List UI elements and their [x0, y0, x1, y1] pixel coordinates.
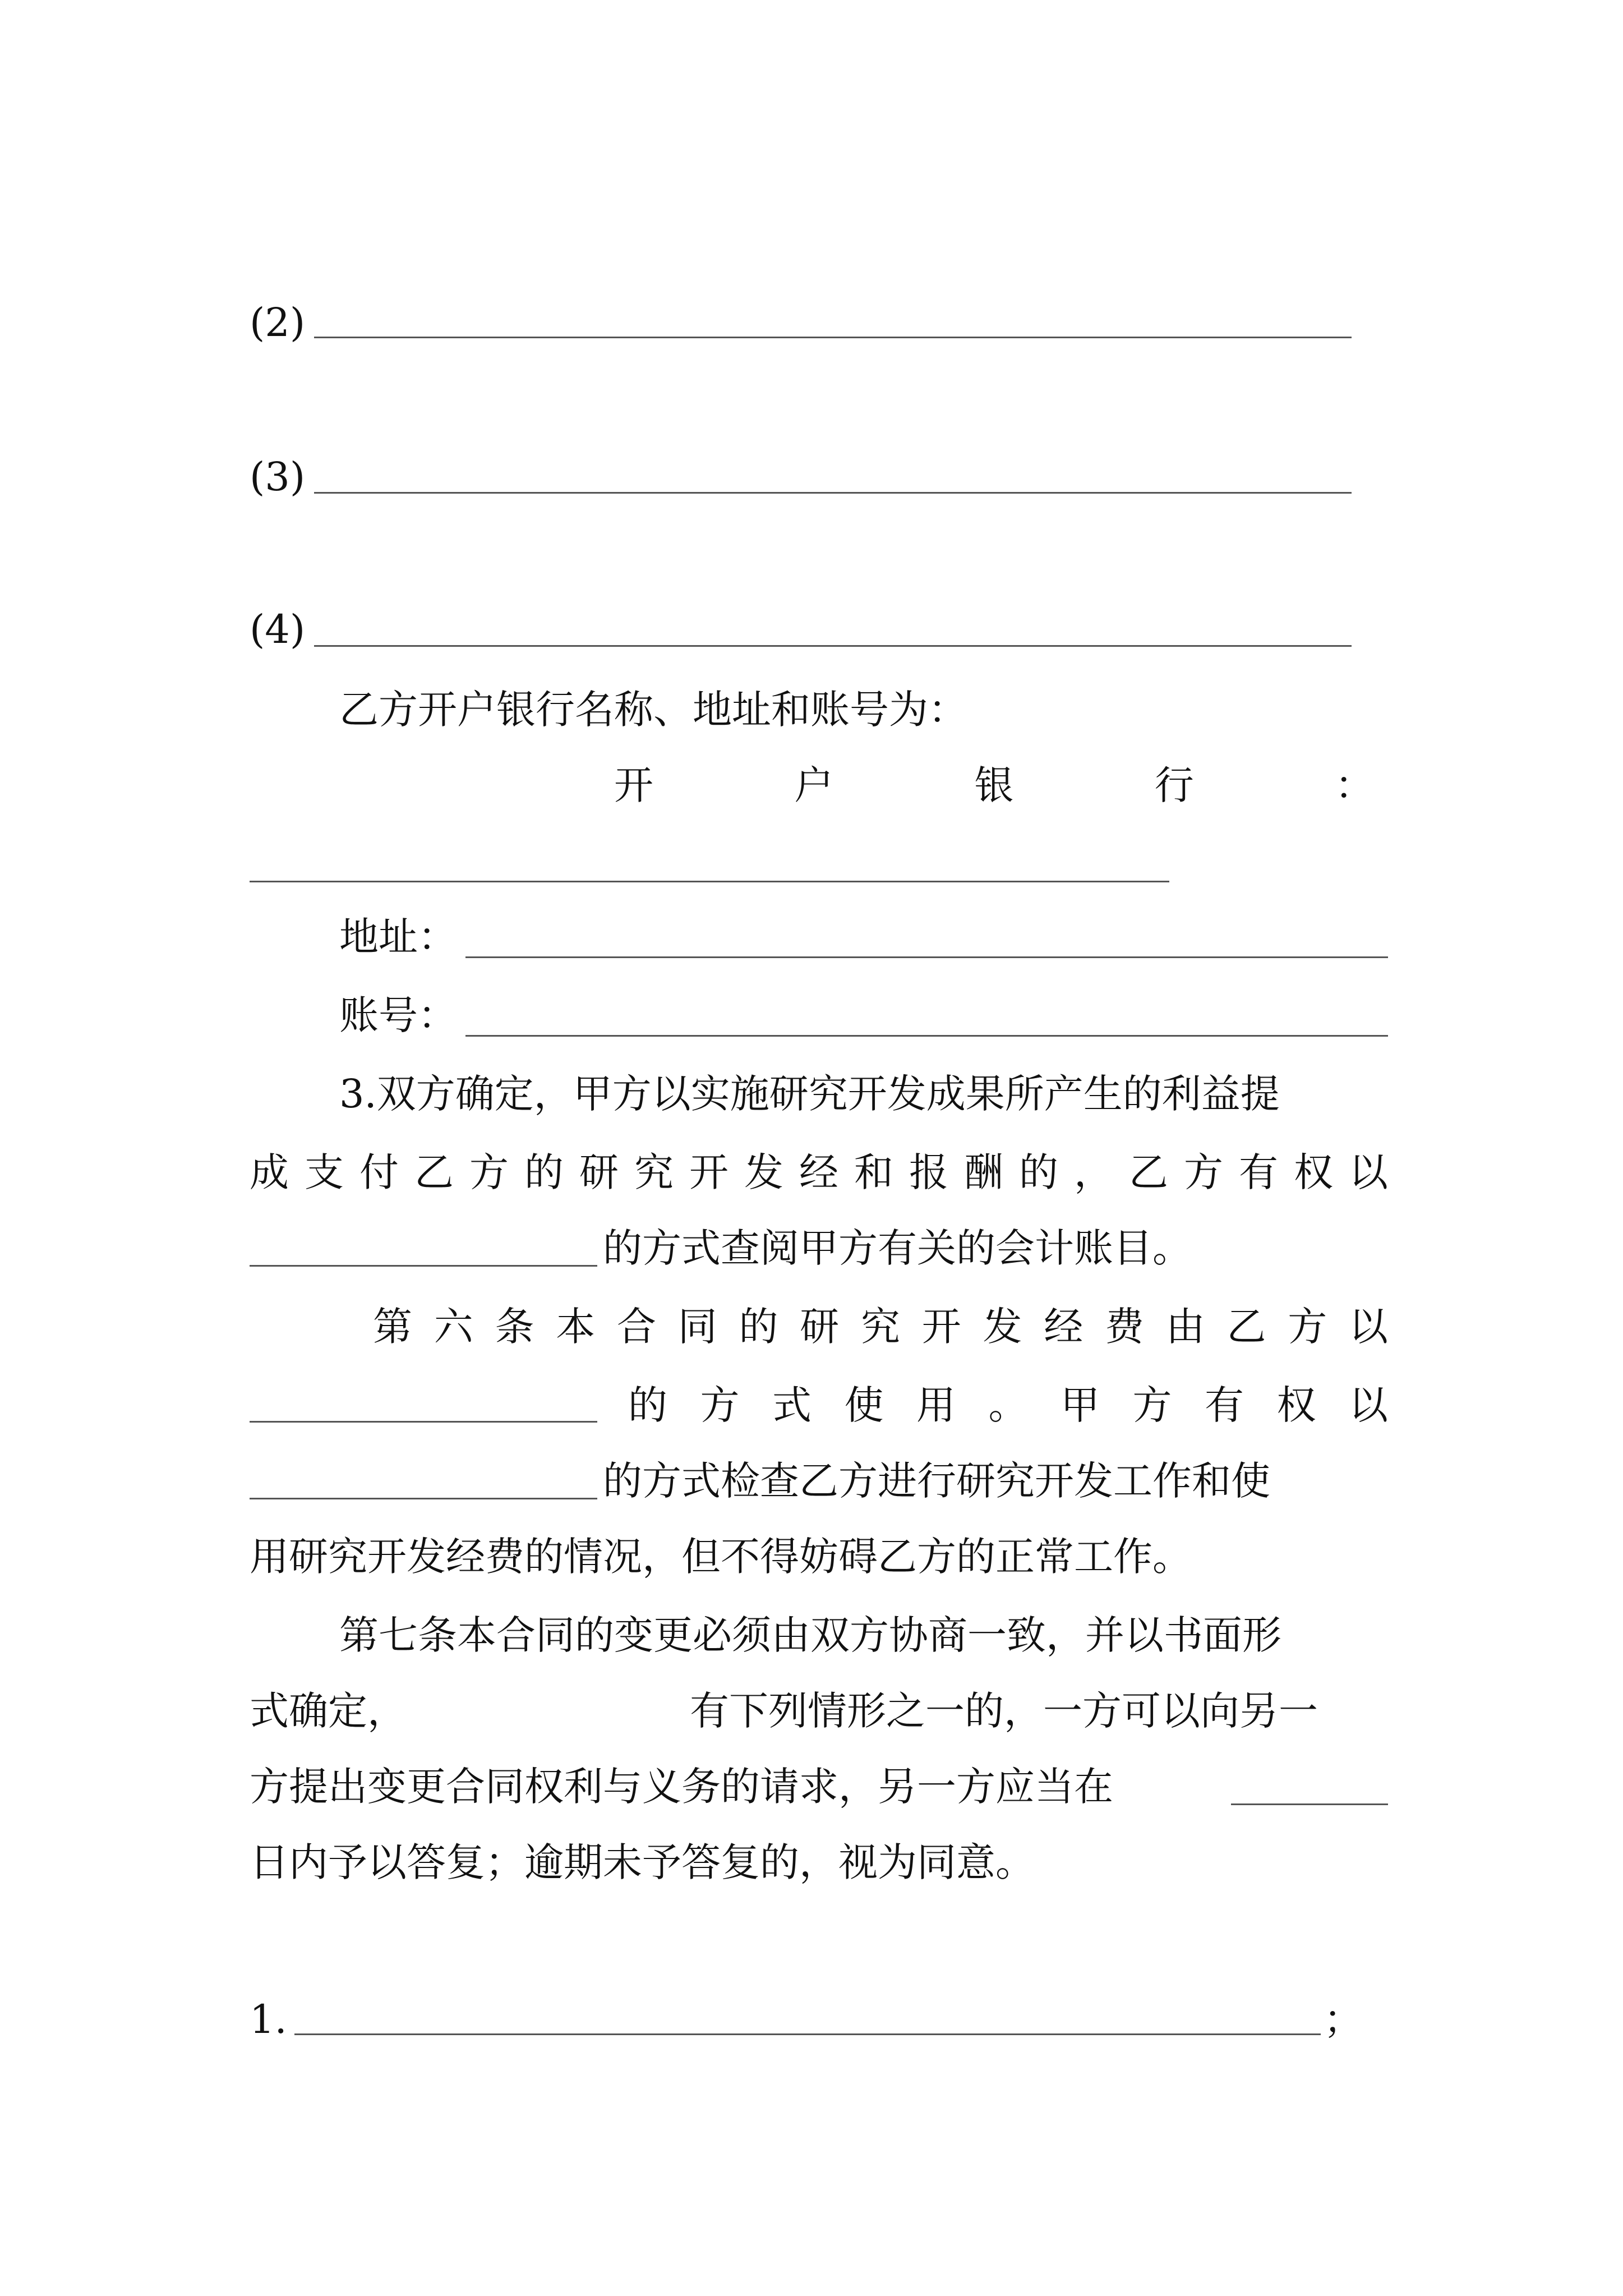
bank-name-char: 行 — [1154, 762, 1194, 808]
bank-intro-text: 乙方开户银行名称、地址和账号为： — [339, 687, 967, 733]
final-item-blank[interactable] — [294, 2033, 1321, 2035]
char: 方 — [1132, 1382, 1172, 1428]
char: 式 — [772, 1382, 811, 1428]
address-blank[interactable] — [465, 956, 1388, 958]
char: 和 — [854, 1149, 893, 1195]
char: 条 — [495, 1304, 534, 1350]
char: 研 — [800, 1304, 840, 1350]
address-label: 地址： — [339, 914, 457, 960]
char: 乙 — [1227, 1304, 1266, 1350]
fill-blank-item-3[interactable] — [314, 492, 1352, 494]
article6-inspect-blank[interactable] — [250, 1498, 597, 1499]
article7-line2-right: 有下列情形之一的，一方可以向另一 — [690, 1688, 1318, 1734]
char: 方 — [700, 1382, 740, 1428]
account-label: 账号： — [339, 992, 457, 1038]
fill-blank-item-2[interactable] — [314, 337, 1352, 338]
fill-blank-item-4[interactable] — [314, 645, 1352, 647]
article6-line1 — [373, 1301, 1388, 1352]
char: 的 — [524, 1149, 564, 1195]
char: 成 — [250, 1149, 289, 1195]
char: 权 — [1294, 1149, 1333, 1195]
char: 开 — [921, 1304, 961, 1350]
char: 究 — [634, 1149, 674, 1195]
char: 方 — [1288, 1304, 1327, 1350]
char: 付 — [359, 1149, 399, 1195]
char: 经 — [799, 1149, 838, 1195]
char: 费 — [1105, 1304, 1144, 1350]
article6-usage-blank[interactable] — [250, 1421, 597, 1423]
char: 同 — [677, 1304, 717, 1350]
bank-name-blank[interactable] — [250, 881, 1169, 882]
bank-name-label — [614, 760, 1374, 811]
char: 方 — [469, 1149, 509, 1195]
char: 经 — [1044, 1304, 1083, 1350]
char: 方 — [1184, 1149, 1223, 1195]
bank-name-char: 开 — [614, 762, 653, 808]
char: 报 — [909, 1149, 948, 1195]
clause3-method-blank[interactable] — [250, 1265, 597, 1267]
article7-line3: 方提出变更合同权利与义务的请求，另一方应当在 — [250, 1764, 1113, 1810]
char: 支 — [305, 1149, 344, 1195]
char: 研 — [579, 1149, 619, 1195]
article7-line4: 日内予以答复；逾期未予答复的，视为同意。 — [250, 1839, 1035, 1885]
list-item-label-4: (4) — [250, 606, 306, 652]
list-item-label-2: (2) — [250, 300, 306, 346]
char: 。 — [988, 1382, 1028, 1428]
char: 以 — [1349, 1382, 1388, 1428]
clause3-line1: 3.双方确定，甲方以实施研究开发成果所产生的利益提 — [339, 1071, 1280, 1117]
list-item-label-3: (3) — [250, 454, 306, 500]
article7-line2-left: 式确定， — [250, 1688, 407, 1734]
char: 用 — [916, 1382, 956, 1428]
char: 第 — [373, 1304, 412, 1350]
char: 六 — [434, 1304, 473, 1350]
char: 由 — [1165, 1304, 1205, 1350]
char: 甲 — [1061, 1382, 1100, 1428]
char: 以 — [1349, 1304, 1388, 1350]
clause3-line2 — [250, 1147, 1388, 1198]
char: 使 — [844, 1382, 884, 1428]
bank-name-char: 户 — [794, 762, 834, 808]
bank-name-char: ： — [1335, 762, 1374, 808]
char: 合 — [617, 1304, 656, 1350]
char: 开 — [689, 1149, 728, 1195]
char: 本 — [556, 1304, 596, 1350]
char: 有 — [1205, 1382, 1244, 1428]
char: 的 — [1019, 1149, 1058, 1195]
article6-line4: 用研究开发经费的情况，但不得妨碍乙方的正常工作。 — [250, 1534, 1192, 1580]
article6-line2 — [628, 1380, 1388, 1430]
final-item-end: ； — [1324, 1996, 1363, 2042]
char: 权 — [1276, 1382, 1316, 1428]
account-blank[interactable] — [465, 1035, 1388, 1037]
char: 有 — [1239, 1149, 1278, 1195]
char: 发 — [744, 1149, 783, 1195]
article7-line1: 第七条本合同的变更必须由双方协商一致，并以书面形 — [339, 1612, 1281, 1658]
char: 的 — [739, 1304, 778, 1350]
bank-name-char: 银 — [974, 762, 1014, 808]
final-item-label: 1. — [250, 1996, 287, 2042]
char: 究 — [861, 1304, 900, 1350]
article6-line3: 的方式检查乙方进行研究开发工作和使 — [603, 1458, 1270, 1504]
article7-days-blank[interactable] — [1231, 1803, 1388, 1805]
char: ， — [1074, 1149, 1113, 1195]
char: 的 — [628, 1382, 667, 1428]
char: 乙 — [1129, 1149, 1168, 1195]
char: 发 — [983, 1304, 1022, 1350]
char: 乙 — [414, 1149, 454, 1195]
clause3-line3: 的方式查阅甲方有关的会计账目。 — [603, 1225, 1192, 1271]
char: 以 — [1349, 1149, 1388, 1195]
char: 酬 — [964, 1149, 1003, 1195]
